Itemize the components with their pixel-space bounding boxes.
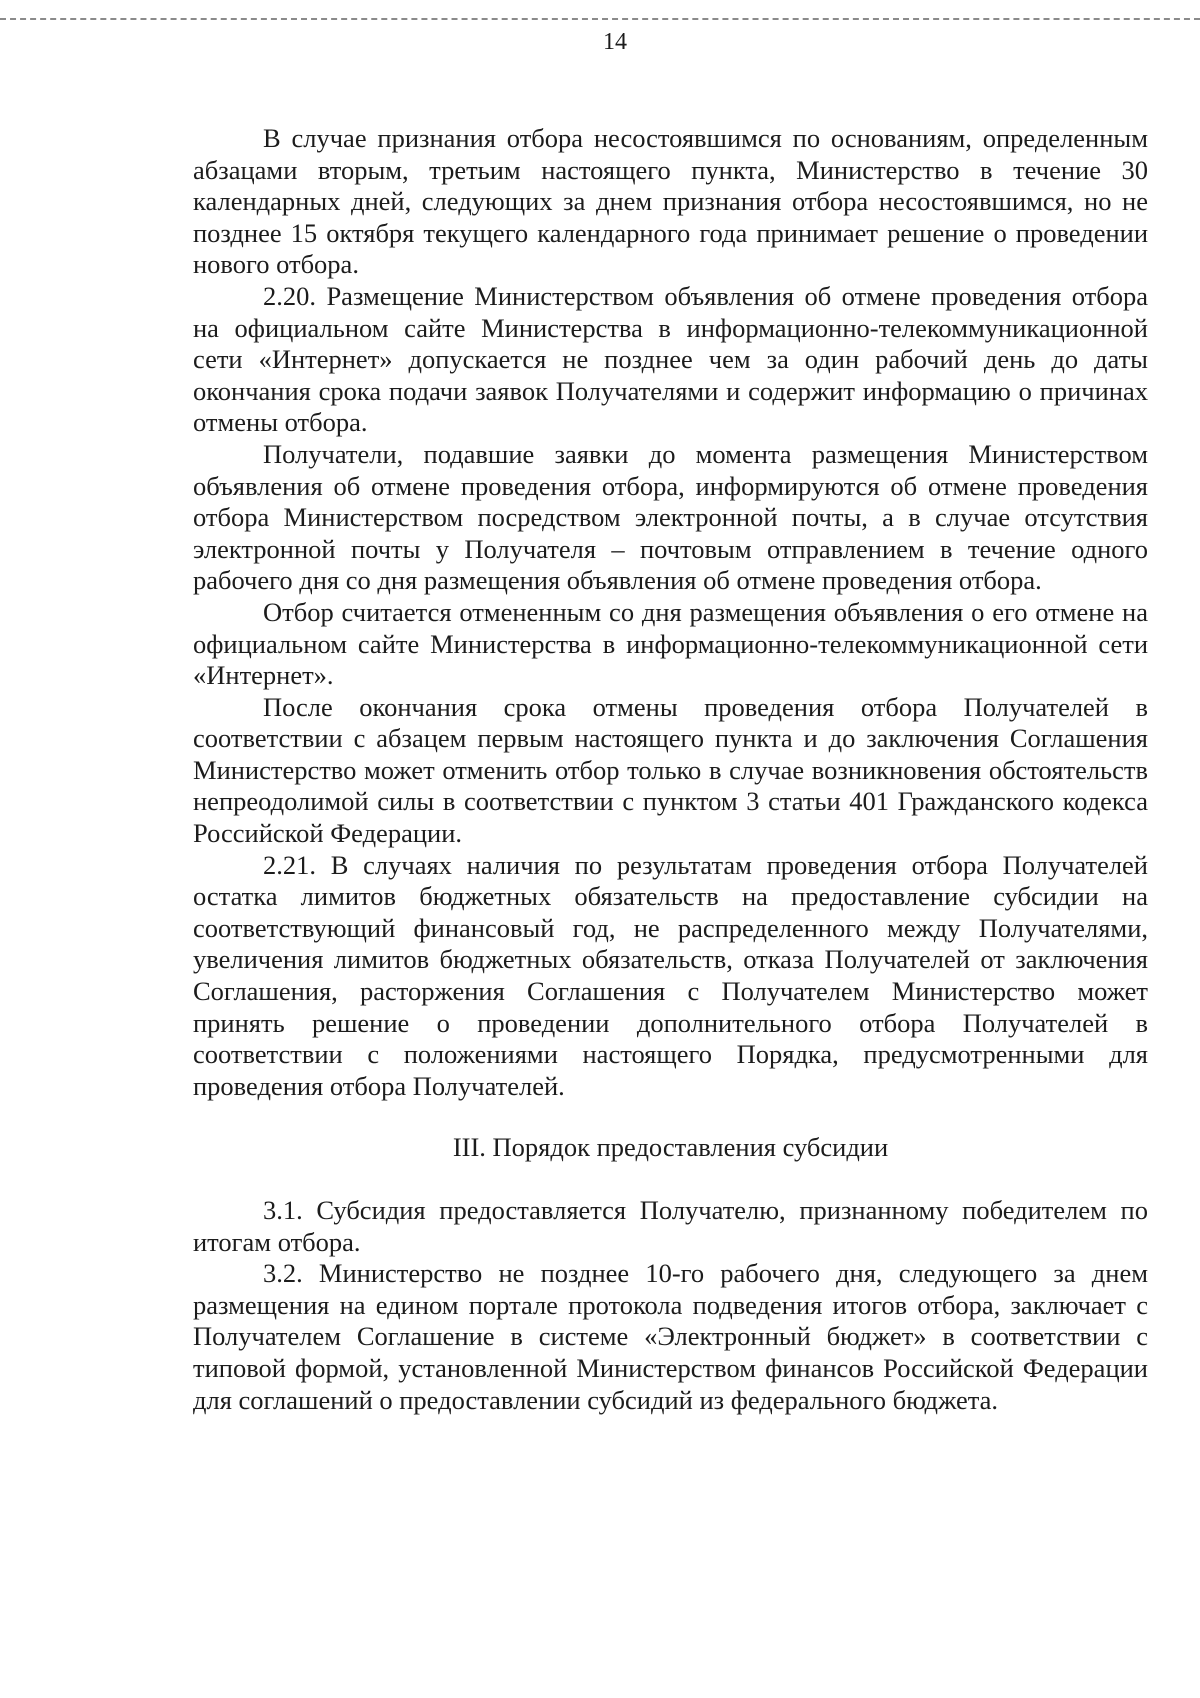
page-number: 14 <box>603 29 627 55</box>
document-body <box>193 123 1148 1416</box>
section-heading-iii: III. Порядок предоставления субсидии <box>452 1132 889 1163</box>
paragraph-selection-cancelled: Отбор считается отмененным со дня размещения объявления о его отмене на официальном сайте Министерства в информационно-телекоммуникационной сети «Интернет». <box>193 596 1148 691</box>
paragraph-2-20-cancellation-notice: 2.20. Размещение Министерством объявления об отмене проведения отбора на официальном сайте Министерства в информационно-телекоммуникационной сети «Интернет» допускается не позднее чем за один рабочий день до даты окончания срока подачи заявок Получателями и содержит информацию о причинах отмены отбора. <box>193 280 1148 438</box>
paragraph-applicants-informed: Получатели, подавшие заявки до момента размещения Министерством объявления об отмене проведения отбора, информируются об отмене проведения отбора Министерством посредством электронной почты, а в случае отсутствия электронной почты у Получателя – почтовым отправлением в течение одного рабочего дня со дня размещения объявления об отмене проведения отбора. <box>193 438 1148 596</box>
scan-top-edge-rule <box>0 18 1200 20</box>
paragraph-failed-selection: В случае признания отбора несостоявшимся по основаниям, определенным абзацами вторым, третьим настоящего пункта, Министерство в течение 30 календарных дней, следующих за днем признания отбора несостоявшимся, но не позднее 15 октября текущего календарного года принимает решение о проведении нового отбора. <box>193 123 1148 280</box>
paragraph-2-21-additional-selection: 2.21. В случаях наличия по результатам проведения отбора Получателей остатка лимитов бюджетных обязательств на предоставление субсидии на соответствующий финансовый год, не распределенного между Получателями, увеличения лимитов бюджетных обязательств, отказа Получателей от заключения Соглашения, расторжения Соглашения с Получателем Министерство может принять решение о проведении дополнительного отбора Получателей в соответствии с положениями настоящего Порядка, предусмотренными для проведения отбора Получателей. <box>193 849 1148 1101</box>
paragraph-3-1-subsidy-granted: 3.1. Субсидия предоставляется Получателю, признанному победителем по итогам отбора. <box>193 1195 1148 1257</box>
paragraph-3-2-agreement: 3.2. Министерство не позднее 10-го рабочего дня, следующего за днем размещения на едином портале протокола подведения итогов отбора, заключает с Получателем Соглашение в системе «Электронный бюджет» в соответствии с типовой формой, установленной Министерством финансов Российской Федерации для соглашений о предоставлении субсидий из федерального бюджета. <box>193 1258 1148 1415</box>
paragraph-force-majeure: После окончания срока отмены проведения отбора Получателей в соответствии с абзацем первым настоящего пункта и до заключения Соглашения Министерство может отменить отбор только в случае возникновения обстоятельств непреодолимой силы в соответствии с пунктом 3 статьи 401 Гражданского кодекса Российской Федерации. <box>193 691 1148 849</box>
